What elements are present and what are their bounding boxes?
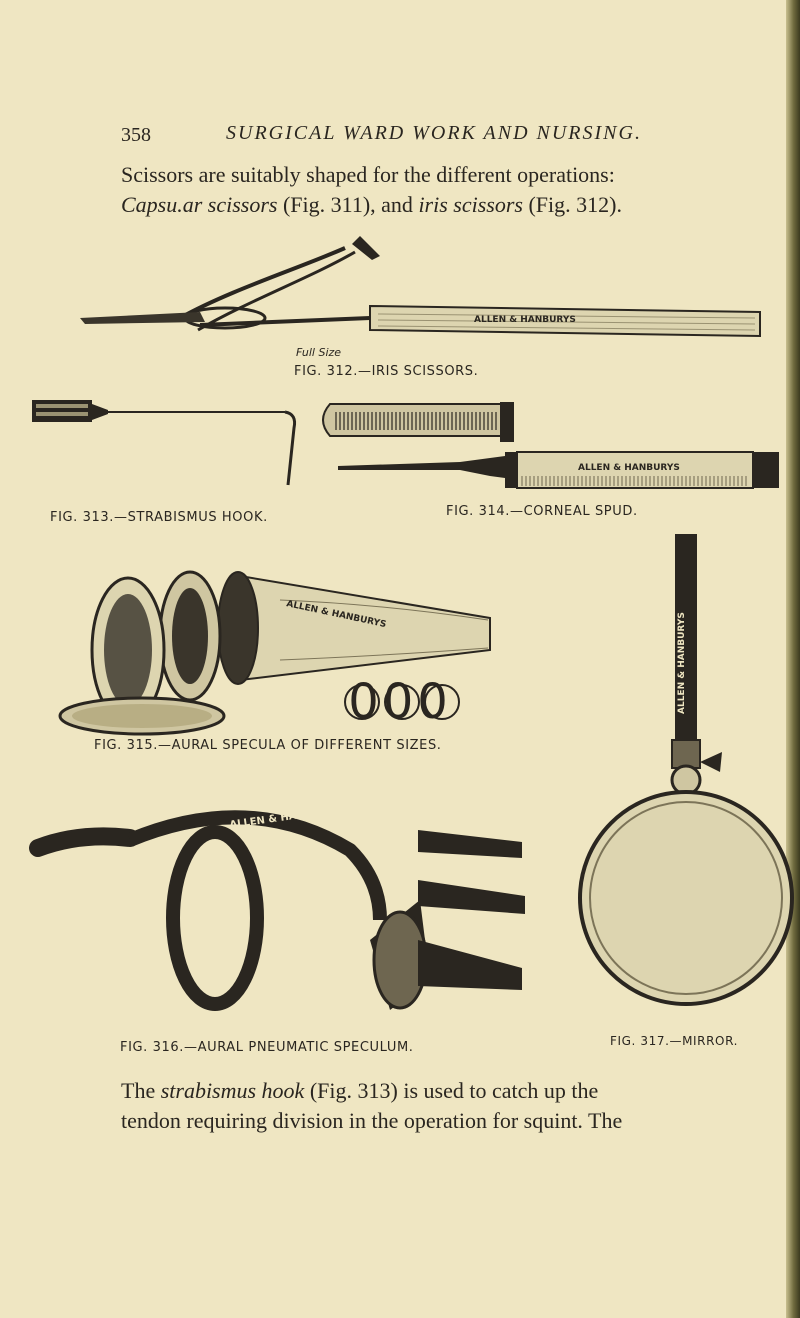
intro-line-1: Scissors are suitably shaped for the different operations:	[121, 162, 615, 187]
specula-size-mark: 000	[348, 674, 452, 730]
page-number: 358	[121, 124, 151, 146]
intro-text: (Fig. 311), and	[277, 192, 419, 217]
fig312-caption: FIG. 312.—IRIS SCISSORS.	[294, 364, 479, 379]
intro-text-end: (Fig. 312).	[522, 192, 622, 217]
iris-scissors-term: iris scissors	[418, 192, 523, 217]
fig317-caption: FIG. 317.—MIRROR.	[610, 1034, 739, 1048]
strabismus-hook-term: strabismus hook	[160, 1078, 305, 1103]
fig315-caption: FIG. 315.—AURAL SPECULA OF DIFFERENT SIZES.	[94, 738, 442, 753]
fig314-engraving: ALLEN & HANBURYS	[578, 463, 680, 473]
closing-text: The	[121, 1078, 161, 1103]
running-title: SURGICAL WARD WORK AND NURSING.	[226, 122, 642, 144]
fig315-engraving: ALLEN & HANBURYS	[285, 599, 388, 631]
fig316-caption: FIG. 316.—AURAL PNEUMATIC SPECULUM.	[120, 1040, 414, 1055]
fig316-engraving: ALLEN & HANBURYS	[228, 804, 343, 831]
full-size-note: Full Size	[296, 346, 342, 359]
fig314-caption: FIG. 314.—CORNEAL SPUD.	[446, 504, 638, 519]
fig317-engraving: ALLEN & HANBURYS	[677, 612, 687, 714]
closing-line-2: tendon requiring division in the operation for squint. The	[121, 1108, 623, 1133]
closing-text-end: (Fig. 313) is used to catch up the	[304, 1078, 599, 1103]
closing-line-1	[121, 1076, 598, 1106]
fig312-engraving: ALLEN & HANBURYS	[474, 315, 576, 325]
fig313-caption: FIG. 313.—STRABISMUS HOOK.	[50, 510, 268, 525]
capsular-scissors-term: Capsu.ar scissors	[121, 192, 278, 217]
